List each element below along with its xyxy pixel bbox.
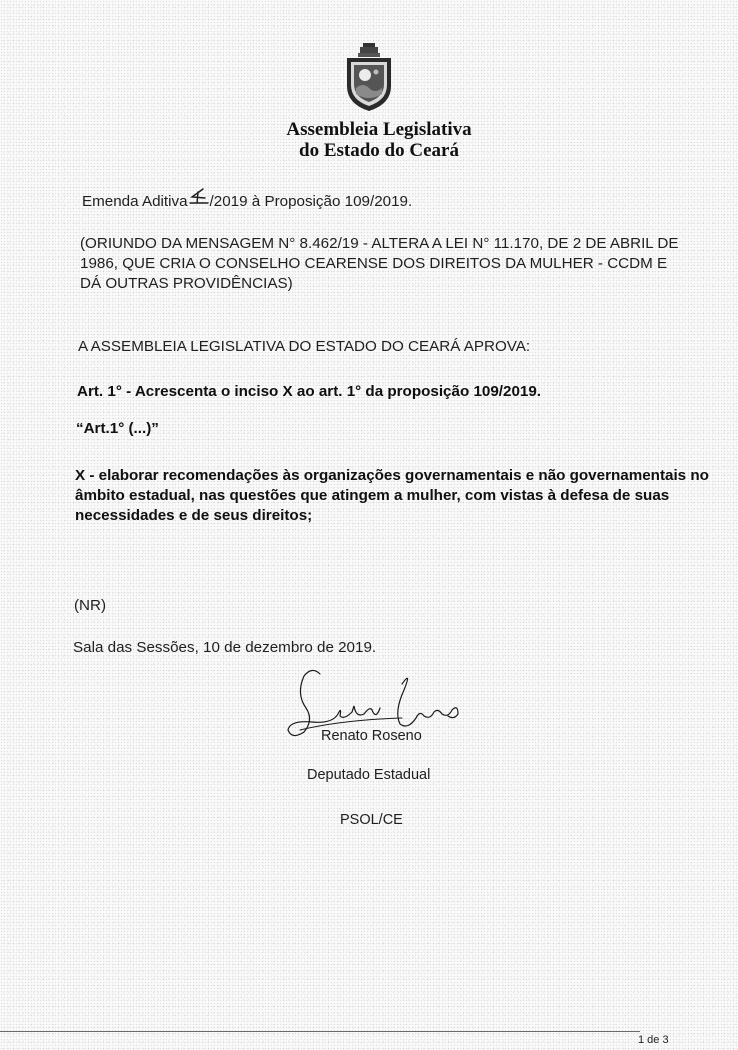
- amendment-suffix: /2019 à Proposição 109/2019.: [209, 193, 413, 210]
- institution-name-line-2: do Estado do Ceará: [299, 140, 459, 161]
- inciso-paragraph: [75, 466, 709, 526]
- nr-note: (NR): [74, 597, 107, 614]
- handwritten-number-stroke: [188, 186, 210, 206]
- signatory-party: PSOL/CE: [340, 812, 403, 828]
- letterhead: [0, 42, 738, 161]
- institution-name: [0, 119, 738, 161]
- signatory-name: Renato Roseno: [321, 728, 422, 744]
- session-date: Sala das Sessões, 10 de dezembro de 2019.: [73, 639, 377, 656]
- origin-line-3: DÁ OUTRAS PROVIDÊNCIAS): [80, 275, 293, 292]
- origin-line-1: (ORIUNDO DA MENSAGEM N° 8.462/19 - ALTERA A LEI N° 11.170, DE 2 DE ABRIL DE: [80, 235, 679, 252]
- amendment-prefix: Emenda Aditiva: [82, 193, 188, 210]
- inciso-line-1: X - elaborar recomendações às organizações governamentais e não governamentais no: [75, 467, 709, 484]
- inciso-line-3: necessidades e de seus direitos;: [75, 507, 313, 524]
- amendment-title: [82, 190, 412, 210]
- origin-paragraph: [80, 234, 679, 294]
- article-1: Art. 1° - Acrescenta o inciso X ao art. 1° da proposição 109/2019.: [77, 383, 542, 400]
- institution-name-line-1: Assembleia Legislativa: [286, 119, 472, 140]
- article-quote: “Art.1° (...)”: [76, 420, 159, 437]
- state-coat-of-arms-icon: [341, 42, 397, 112]
- origin-line-2: 1986, QUE CRIA O CONSELHO CEARENSE DOS DIREITOS DA MULHER - CCDM E: [80, 255, 668, 272]
- handwritten-amendment-number: [188, 190, 210, 206]
- approval-statement: A ASSEMBLEIA LEGISLATIVA DO ESTADO DO CEARÁ APROVA:: [78, 338, 531, 355]
- page-number: 1 de 3: [638, 1034, 669, 1046]
- signatory-role: Deputado Estadual: [307, 767, 431, 783]
- inciso-line-2: âmbito estadual, nas questões que atingem a mulher, com vistas à defesa de suas: [75, 487, 670, 504]
- footer-divider: [0, 1031, 640, 1032]
